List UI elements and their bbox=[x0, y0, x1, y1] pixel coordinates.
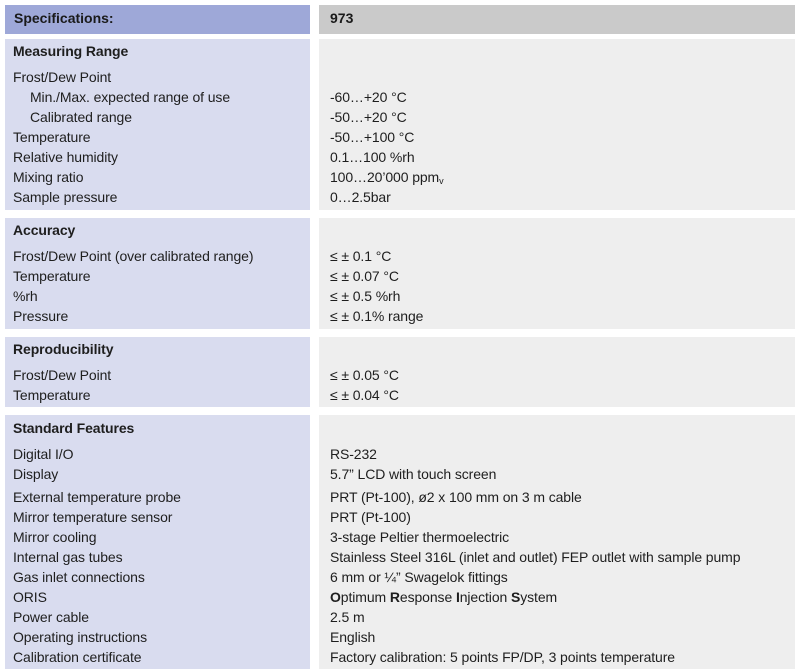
row-label: Gas inlet connections bbox=[13, 569, 145, 585]
row-value: ≤ ± 0.1 °C bbox=[330, 248, 392, 264]
mixing-ratio-subscript: v bbox=[439, 176, 444, 186]
row-label: Operating instructions bbox=[13, 629, 147, 645]
row-label: Internal gas tubes bbox=[13, 549, 123, 565]
section-title: Accuracy bbox=[13, 222, 76, 238]
row-label: Display bbox=[13, 466, 59, 482]
row-value: ≤ ± 0.07 °C bbox=[330, 268, 399, 284]
row-value: 0.1…100 %rh bbox=[330, 149, 415, 165]
reproducibility-label-cell bbox=[5, 337, 310, 407]
row-label: Frost/Dew Point bbox=[13, 69, 112, 85]
row-label: ORIS bbox=[13, 589, 47, 605]
row-value: PRT (Pt-100) bbox=[330, 509, 411, 525]
oris-letter-o: O bbox=[330, 589, 341, 605]
spec-header-model-cell bbox=[319, 5, 795, 34]
oris-letter-s: S bbox=[510, 589, 521, 605]
accuracy-label-cell bbox=[5, 218, 310, 329]
oris-letter-i: I bbox=[455, 589, 460, 605]
row-label: Mirror cooling bbox=[13, 529, 97, 545]
row-value bbox=[330, 169, 444, 186]
row-label: Temperature bbox=[13, 387, 91, 403]
row-label: Frost/Dew Point (over calibrated range) bbox=[13, 248, 254, 264]
model-number: 973 bbox=[330, 10, 354, 26]
oris-word-r: esponse bbox=[399, 589, 456, 605]
row-value: 5.7” LCD with touch screen bbox=[330, 466, 497, 482]
row-label: Sample pressure bbox=[13, 189, 118, 205]
row-value: 0…2.5bar bbox=[330, 189, 391, 205]
row-label: Relative humidity bbox=[13, 149, 118, 165]
row-value: 3-stage Peltier thermoelectric bbox=[330, 529, 510, 545]
row-value: RS-232 bbox=[330, 446, 377, 462]
row-value: PRT (Pt-100), ø2 x 100 mm on 3 m cable bbox=[330, 489, 582, 505]
row-label: Min./Max. expected range of use bbox=[30, 89, 231, 105]
reproducibility-value-cell bbox=[319, 337, 795, 407]
row-value: ≤ ± 0.05 °C bbox=[330, 367, 399, 383]
row-label: Mirror temperature sensor bbox=[13, 509, 173, 525]
spec-header-label-cell bbox=[5, 5, 310, 34]
row-label: Pressure bbox=[13, 308, 69, 324]
row-label: Temperature bbox=[13, 129, 91, 145]
oris-expansion-value bbox=[330, 589, 557, 605]
row-value: ≤ ± 0.1% range bbox=[330, 308, 424, 324]
row-value: ≤ ± 0.5 %rh bbox=[330, 288, 401, 304]
row-label: Temperature bbox=[13, 268, 91, 284]
section-title: Measuring Range bbox=[13, 43, 129, 59]
measuring-range-label-cell bbox=[5, 39, 310, 210]
row-label: Calibrated range bbox=[30, 109, 132, 125]
row-value: 2.5 m bbox=[330, 609, 365, 625]
row-label: Mixing ratio bbox=[13, 169, 84, 185]
oris-word-i: njection bbox=[459, 589, 511, 605]
section-title: Standard Features bbox=[13, 420, 135, 436]
row-value: -50…+100 °C bbox=[330, 129, 415, 145]
accuracy-value-cell bbox=[319, 218, 795, 329]
row-label: External temperature probe bbox=[13, 489, 181, 505]
measuring-range-value-cell bbox=[319, 39, 795, 210]
spec-header-label: Specifications: bbox=[14, 10, 114, 26]
standard-features-value-cell bbox=[319, 415, 795, 669]
oris-word-s: ystem bbox=[520, 589, 558, 605]
mixing-ratio-value: 100…20’000 ppm bbox=[330, 169, 440, 185]
row-value: -50…+20 °C bbox=[330, 109, 407, 125]
standard-features-label-cell bbox=[5, 415, 310, 669]
row-value: ≤ ± 0.04 °C bbox=[330, 387, 399, 403]
row-value: English bbox=[330, 629, 376, 645]
row-value: Stainless Steel 316L (inlet and outlet) FEP outlet with sample pump bbox=[330, 549, 741, 565]
row-value: Factory calibration: 5 points FP/DP, 3 points temperature bbox=[330, 649, 675, 665]
row-label: Frost/Dew Point bbox=[13, 367, 112, 383]
row-value: 6 mm or ¼” Swagelok fittings bbox=[330, 569, 508, 585]
section-title: Reproducibility bbox=[13, 341, 114, 357]
row-label: %rh bbox=[13, 288, 38, 304]
row-value: -60…+20 °C bbox=[330, 89, 407, 105]
row-label: Calibration certificate bbox=[13, 649, 142, 665]
row-label: Power cable bbox=[13, 609, 89, 625]
oris-word-o: ptimum bbox=[340, 589, 390, 605]
oris-letter-r: R bbox=[389, 589, 400, 605]
row-label: Digital I/O bbox=[13, 446, 74, 462]
